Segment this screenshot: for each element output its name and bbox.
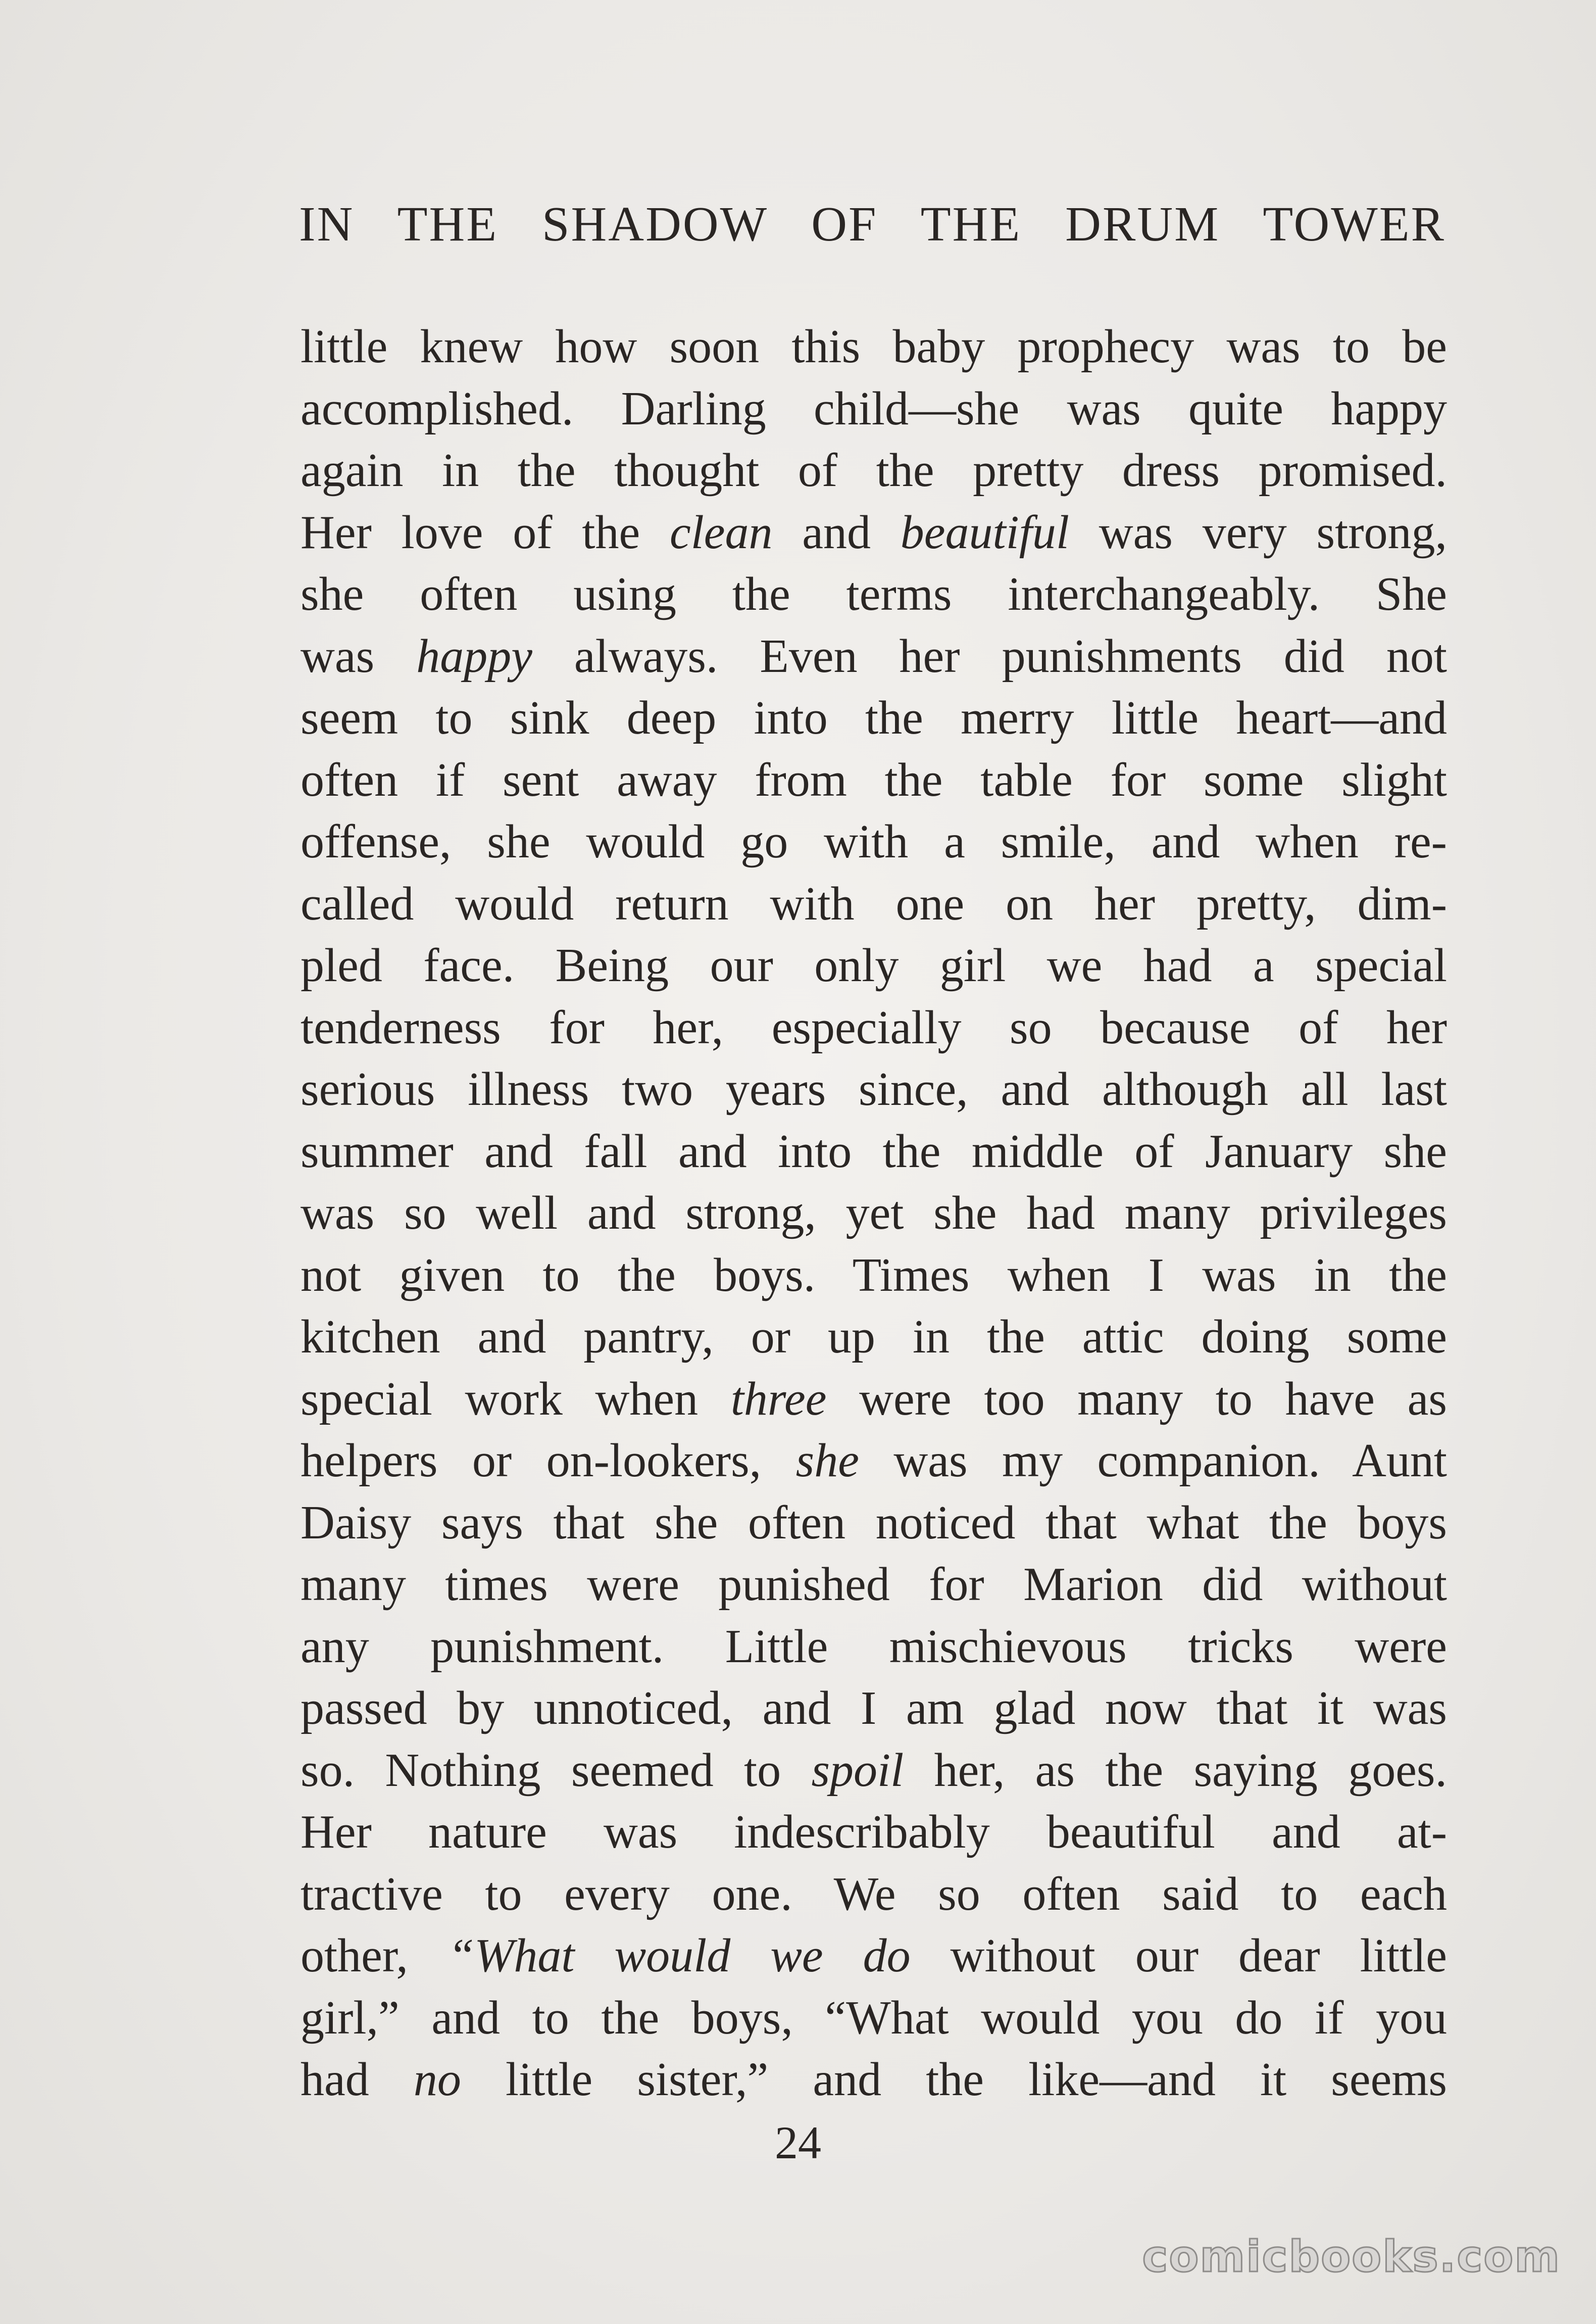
text-line	[301, 1616, 1447, 1678]
text-run: girl,” and to the boys, “What would you do if you	[301, 1991, 1447, 2044]
text-run: other,	[301, 1929, 448, 1982]
text-run: Her nature was indescribably beautiful and at-	[301, 1806, 1447, 1858]
watermark-logo: comicbooks.com	[1142, 2232, 1561, 2282]
text-line	[301, 873, 1447, 935]
text-run: were too many to have as	[826, 1372, 1447, 1425]
text-line	[301, 1863, 1447, 1925]
text-line	[301, 502, 1447, 564]
text-run: was so well and strong, yet she had many privileges	[301, 1187, 1447, 1239]
text-run: many times were punished for Marion did without	[301, 1558, 1447, 1611]
text-run: little sister,” and the like—and it seems	[461, 2053, 1447, 2106]
text-line	[301, 440, 1447, 502]
text-line	[301, 1739, 1447, 1802]
text-run: so. Nothing seemed to	[301, 1744, 812, 1797]
italic-text-run: beautiful	[900, 506, 1069, 559]
body-text	[301, 316, 1447, 2111]
text-run: again in the thought of the pretty dress promised.	[301, 444, 1447, 497]
italic-text-run: “What would we do	[447, 1929, 911, 1982]
text-line	[301, 625, 1447, 688]
italic-text-run: no	[413, 2053, 461, 2106]
text-run: tractive to every one. We so often said to each	[301, 1867, 1447, 1920]
text-run: accomplished. Darling child—she was quite happy	[301, 382, 1447, 435]
text-run: had	[301, 2053, 414, 2106]
text-run: she often using the terms interchangeably. She	[301, 568, 1447, 620]
text-run: Her love of the	[301, 506, 670, 559]
text-line	[301, 687, 1447, 749]
text-run: kitchen and pantry, or up in the attic doing some	[301, 1311, 1447, 1363]
text-run: was	[301, 630, 417, 683]
text-run: always. Even her punishments did not	[532, 630, 1447, 683]
text-run: serious illness two years since, and although all last	[301, 1063, 1447, 1116]
text-line	[301, 1121, 1447, 1183]
text-run: without our dear little	[910, 1929, 1447, 1982]
text-run: little knew how soon this baby prophecy was to be	[301, 320, 1447, 373]
text-line	[301, 1677, 1447, 1739]
text-run: passed by unnoticed, and I am glad now that it was	[301, 1682, 1447, 1734]
text-run: any punishment. Little mischievous tricks were	[301, 1620, 1447, 1673]
text-line	[301, 811, 1447, 873]
text-line	[301, 1925, 1447, 1987]
text-line	[301, 378, 1447, 440]
running-head: IN THE SHADOW OF THE DRUM TOWER	[299, 197, 1445, 252]
text-line	[301, 1492, 1447, 1554]
text-line	[301, 1801, 1447, 1863]
text-line	[301, 563, 1447, 625]
text-line	[301, 1368, 1447, 1430]
text-line	[301, 1554, 1447, 1616]
text-run: seem to sink deep into the merry little heart—and	[301, 692, 1447, 744]
italic-text-run: spoil	[811, 1744, 904, 1797]
text-run: offense, she would go with a smile, and when re-	[301, 815, 1447, 868]
text-line	[301, 935, 1447, 997]
text-line	[301, 1430, 1447, 1492]
text-run: was my companion. Aunt	[859, 1434, 1447, 1487]
italic-text-run: she	[795, 1434, 859, 1487]
text-line	[301, 1306, 1447, 1368]
text-run: helpers or on-lookers,	[301, 1434, 796, 1487]
text-run: not given to the boys. Times when I was in the	[301, 1248, 1447, 1301]
text-run: was very strong,	[1069, 506, 1447, 559]
text-line	[301, 2049, 1447, 2111]
text-run: and	[772, 506, 901, 559]
text-run: her, as the saying goes.	[904, 1744, 1447, 1797]
text-line	[301, 1244, 1447, 1306]
italic-text-run: clean	[669, 506, 773, 559]
page-number: 24	[775, 2117, 821, 2168]
italic-text-run: happy	[416, 630, 532, 683]
text-run: tenderness for her, especially so because of her	[301, 1001, 1447, 1054]
text-line	[301, 749, 1447, 811]
text-run: called would return with one on her pretty, dim-	[301, 877, 1447, 930]
text-line	[301, 1058, 1447, 1121]
text-line	[301, 1987, 1447, 2049]
text-run: special work when	[301, 1372, 731, 1425]
text-line	[301, 316, 1447, 378]
italic-text-run: three	[730, 1372, 827, 1425]
text-line	[301, 997, 1447, 1059]
text-run: often if sent away from the table for some slight	[301, 753, 1447, 806]
text-line	[301, 1182, 1447, 1244]
text-run: Daisy says that she often noticed that what the boys	[301, 1496, 1447, 1549]
text-run: pled face. Being our only girl we had a special	[301, 939, 1447, 992]
text-run: summer and fall and into the middle of January she	[301, 1125, 1447, 1178]
